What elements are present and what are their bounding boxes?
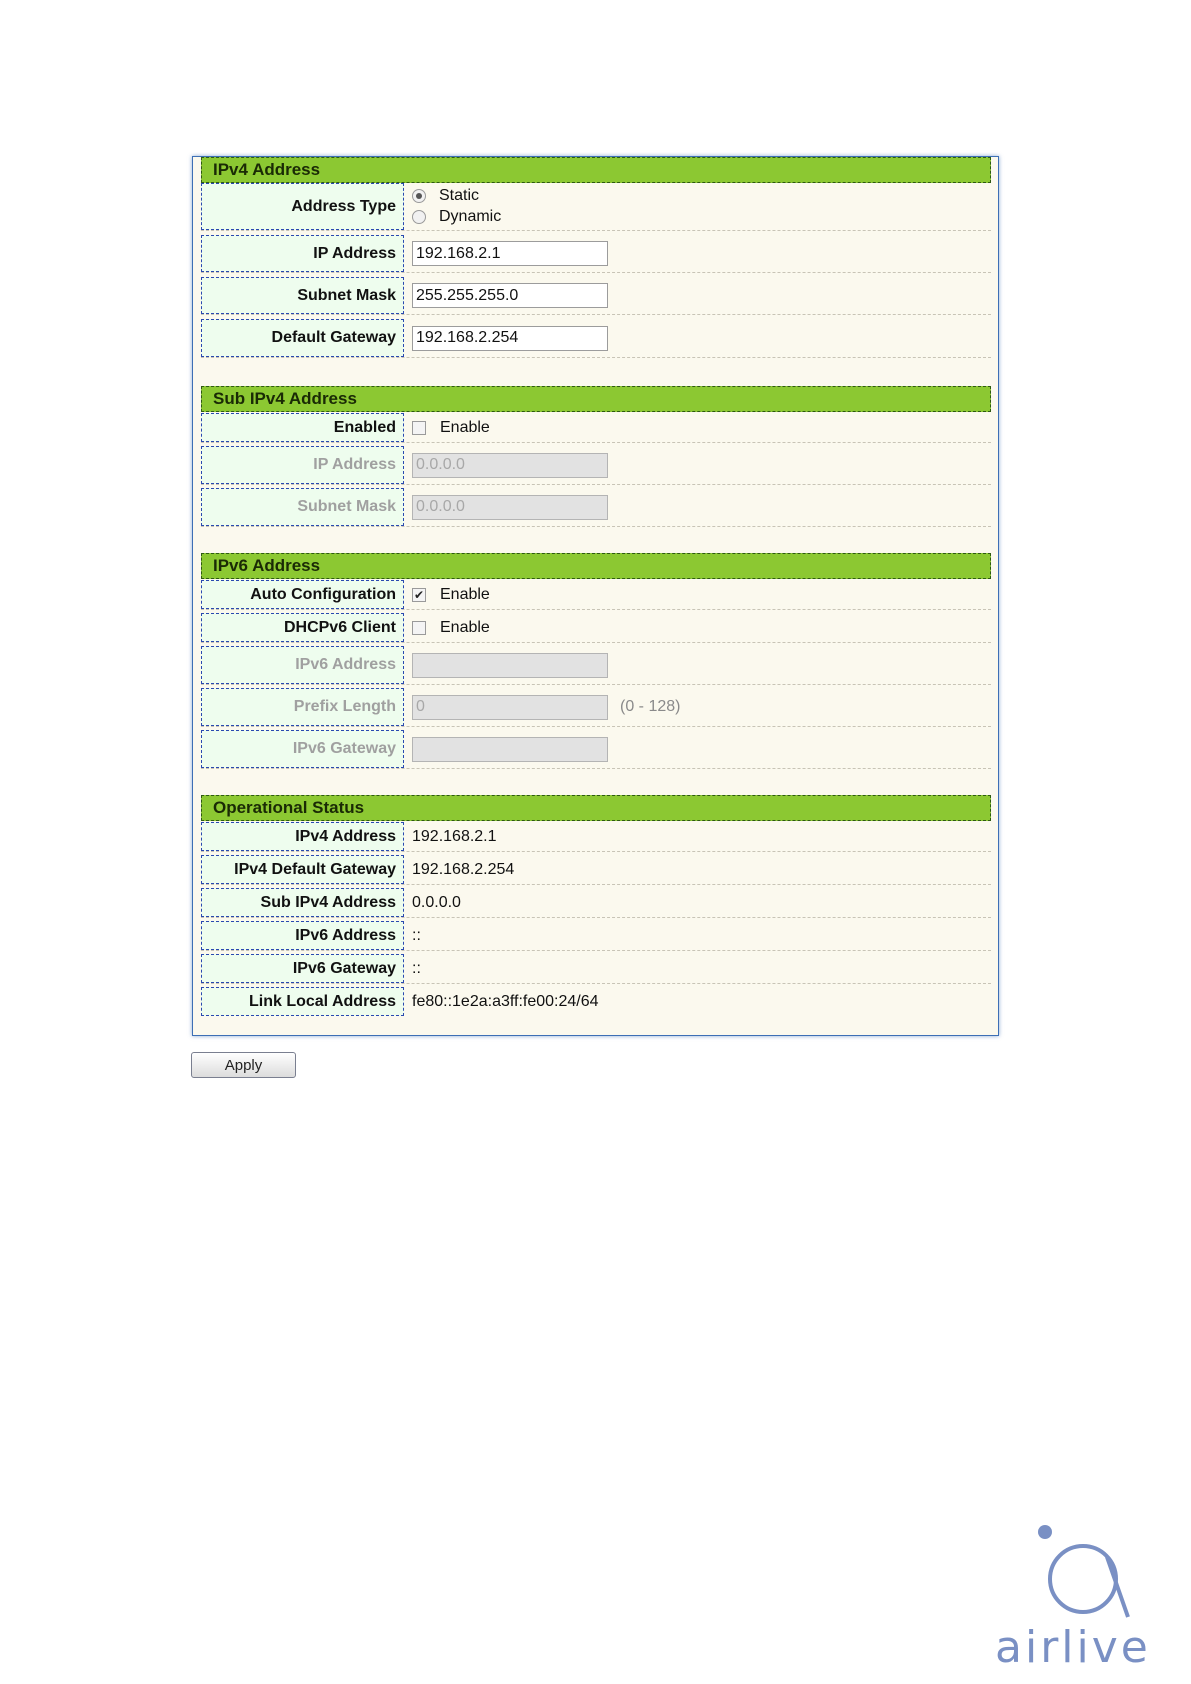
ipv6-address-row — [201, 646, 991, 685]
status-value: 192.168.2.1 — [412, 827, 497, 845]
address-type-row — [201, 183, 991, 231]
ipv6-gateway-row — [201, 730, 991, 769]
status-section-header: Operational Status — [201, 795, 991, 821]
dynamic-radio[interactable] — [412, 210, 426, 224]
status-row — [201, 921, 991, 951]
ipv4-section-header: IPv4 Address — [201, 157, 991, 183]
sub-ip-address-row — [201, 446, 991, 485]
default-gateway-label: Default Gateway — [201, 319, 404, 357]
subnet-mask-label: Subnet Mask — [201, 277, 404, 314]
ipv6-address-label: IPv6 Address — [201, 646, 404, 684]
ip-address-label: IP Address — [201, 235, 404, 272]
status-row — [201, 855, 991, 885]
status-row — [201, 954, 991, 984]
ipv6-gateway-input — [412, 737, 608, 762]
status-label: Link Local Address — [201, 987, 404, 1016]
static-option[interactable] — [412, 186, 479, 207]
default-gateway-row — [201, 319, 991, 358]
auto-config-enable-text: Enable — [440, 585, 490, 603]
ip-address-row — [201, 235, 991, 273]
status-value: :: — [412, 926, 421, 944]
sub-enable-text: Enable — [440, 418, 490, 436]
status-label: IPv6 Address — [201, 921, 404, 950]
ip-settings-panel — [192, 156, 999, 1036]
status-row — [201, 888, 991, 918]
status-value: 192.168.2.254 — [412, 860, 515, 878]
prefix-length-input — [412, 695, 608, 720]
prefix-length-label: Prefix Length — [201, 688, 404, 726]
dhcpv6-enable-text: Enable — [440, 618, 490, 636]
sub-enabled-label: Enabled — [201, 413, 404, 442]
prefix-length-row — [201, 688, 991, 727]
sub-subnet-mask-input — [412, 495, 608, 520]
status-label: IPv4 Address — [201, 822, 404, 851]
auto-config-row — [201, 580, 991, 610]
static-label: Static — [439, 187, 480, 204]
dynamic-option[interactable] — [412, 207, 501, 228]
dhcpv6-label: DHCPv6 Client — [201, 613, 404, 642]
dhcpv6-checkbox[interactable] — [412, 621, 426, 635]
address-type-label: Address Type — [201, 183, 404, 230]
dynamic-label: Dynamic — [439, 208, 502, 225]
sub-subnet-mask-row — [201, 488, 991, 527]
auto-config-checkbox[interactable]: ✔ — [413, 587, 425, 602]
subnet-mask-input[interactable] — [412, 283, 608, 308]
status-row — [201, 822, 991, 852]
prefix-length-hint: (0 - 128) — [620, 698, 681, 715]
sub-enabled-row — [201, 413, 991, 443]
dhcpv6-row — [201, 613, 991, 643]
airlive-logo-mark — [995, 1523, 1180, 1623]
auto-config-label: Auto Configuration — [201, 580, 404, 609]
status-label: Sub IPv4 Address — [201, 888, 404, 917]
default-gateway-input[interactable] — [412, 326, 608, 351]
sub-ip-address-label: IP Address — [201, 446, 404, 484]
apply-button[interactable]: Apply — [191, 1052, 296, 1078]
ipv6-section-header: IPv6 Address — [201, 553, 991, 579]
status-row — [201, 987, 991, 1016]
subnet-mask-row — [201, 277, 991, 315]
status-value: 0.0.0.0 — [412, 893, 461, 911]
ip-address-input[interactable] — [412, 241, 608, 266]
status-value: fe80::1e2a:a3ff:fe00:24/64 — [412, 992, 599, 1010]
airlive-logo-text: airlive — [995, 1622, 1151, 1673]
ipv6-address-input — [412, 653, 608, 678]
airlive-logo — [995, 1523, 1180, 1673]
ipv6-gateway-label: IPv6 Gateway — [201, 730, 404, 768]
static-radio[interactable] — [412, 189, 426, 203]
status-value: :: — [412, 959, 421, 977]
status-label: IPv6 Gateway — [201, 954, 404, 983]
sub-subnet-mask-label: Subnet Mask — [201, 488, 404, 526]
sub-ip-address-input — [412, 453, 608, 478]
sub-enable-checkbox[interactable] — [412, 421, 426, 435]
sub-ipv4-section-header: Sub IPv4 Address — [201, 386, 991, 412]
status-label: IPv4 Default Gateway — [201, 855, 404, 884]
